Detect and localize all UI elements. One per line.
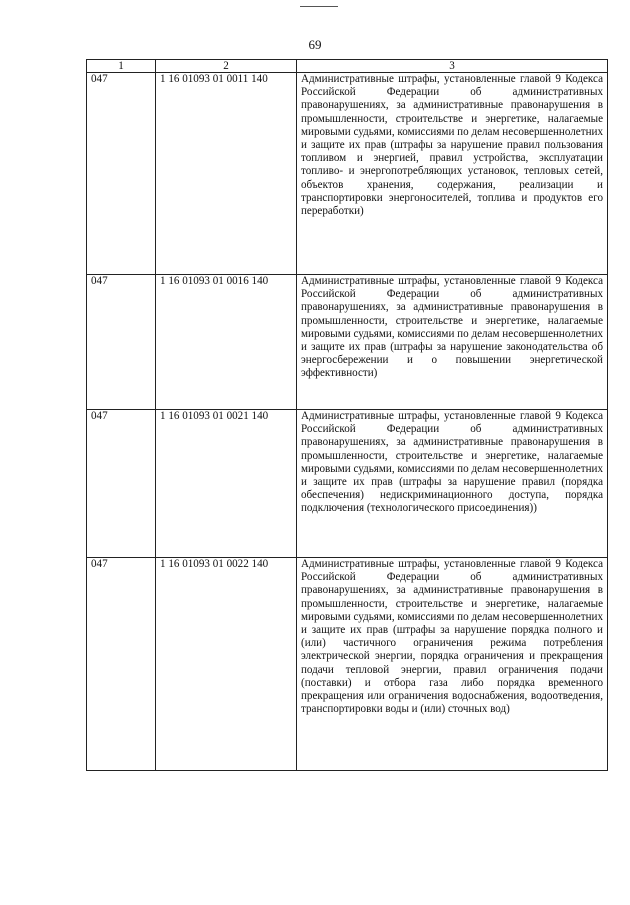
description-cell: Административные штрафы, установленные главой 9 Кодекса Российской Федерации об административных правонарушениях, за административные правонарушения в промышленности, строительстве и энергетике, налагаемые мировыми судьями, комиссиями по делам несовершеннолетних и защите их прав (штрафы за нарушение правил пользования топливом и энергией, правил устройства, эксплуатации топливо- и энергопотребляющих установок, тепловых сетей, объектов хранения, содержания, реализации и транспортировки энергоносителей, топлива и продуктов его переработки) <box>297 73 608 275</box>
description-cell: Административные штрафы, установленные главой 9 Кодекса Российской Федерации об административных правонарушениях, за административные правонарушения в промышленности, строительстве и энергетике, налагаемые мировыми судьями, комиссиями по делам несовершеннолетних и защите их прав (штрафы за нарушение правил (порядка обеспечения) недискриминационного доступа, порядка подключения (технологического присоединения)) <box>297 410 608 558</box>
table-row <box>87 73 608 275</box>
budget-code-cell: 1 16 01093 01 0011 140 <box>156 73 297 275</box>
table-row <box>87 558 608 771</box>
admin-code-cell: 047 <box>87 410 156 558</box>
page-number: 69 <box>308 37 322 52</box>
table-row <box>87 275 608 410</box>
column-header-3: 3 <box>297 60 608 73</box>
column-header-2: 2 <box>156 60 297 73</box>
budget-classification-table <box>86 59 608 771</box>
table-header-row <box>87 60 608 73</box>
budget-code-cell: 1 16 01093 01 0022 140 <box>156 558 297 771</box>
top-rule <box>300 6 338 7</box>
budget-code-cell: 1 16 01093 01 0016 140 <box>156 275 297 410</box>
admin-code-cell: 047 <box>87 558 156 771</box>
column-header-1: 1 <box>87 60 156 73</box>
admin-code-cell: 047 <box>87 73 156 275</box>
admin-code-cell: 047 <box>87 275 156 410</box>
table-row <box>87 410 608 558</box>
description-cell: Административные штрафы, установленные главой 9 Кодекса Российской Федерации об административных правонарушениях, за административные правонарушения в промышленности, строительстве и энергетике, налагаемые мировыми судьями, комиссиями по делам несовершеннолетних и защите их прав (штрафы за нарушение законодательства об энергосбережении и о повышении энергетической эффективности) <box>297 275 608 410</box>
description-cell: Административные штрафы, установленные главой 9 Кодекса Российской Федерации об административных правонарушениях, за административные правонарушения в промышленности, строительстве и энергетике, налагаемые мировыми судьями, комиссиями по делам несовершеннолетних и защите их прав (штрафы за нарушение порядка полного и (или) частичного ограничения режима потребления электрической энергии, порядка ограничения и прекращения подачи тепловой энергии, правил ограничения подачи (поставки) и отбора газа либо порядка временного прекращения или ограничения водоснабжения, водоотведения, транспортировки воды и (или) сточных вод) <box>297 558 608 771</box>
budget-code-cell: 1 16 01093 01 0021 140 <box>156 410 297 558</box>
